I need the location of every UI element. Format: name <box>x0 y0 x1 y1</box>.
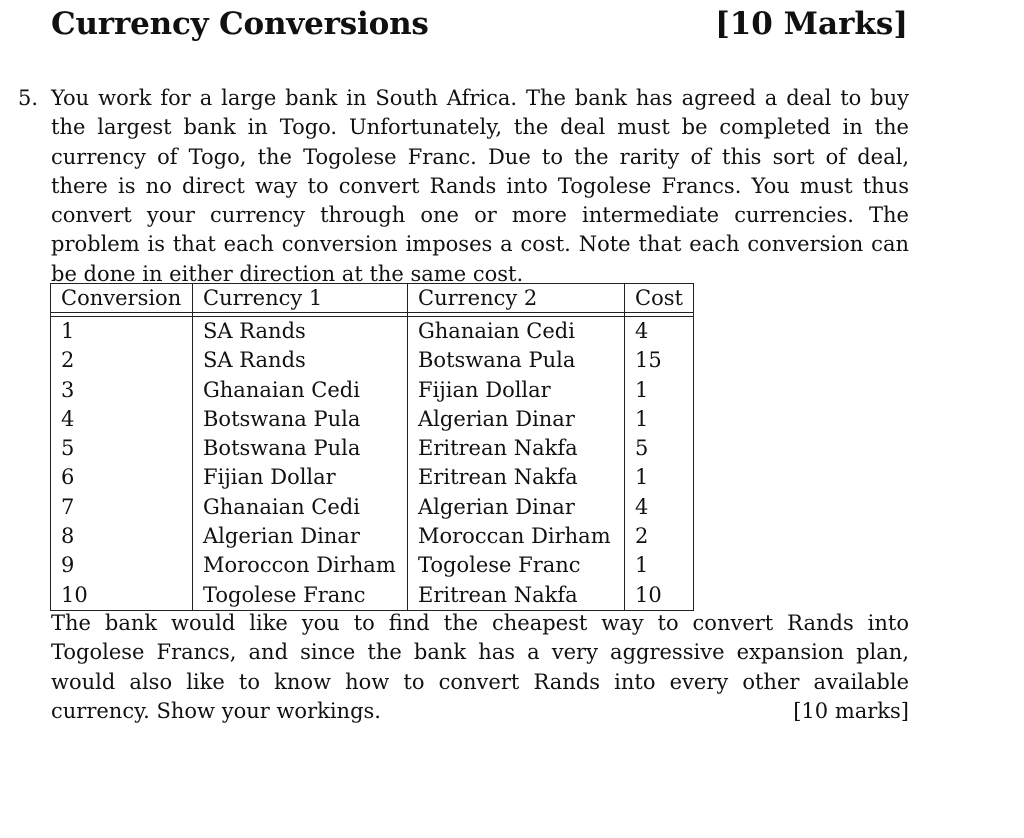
cost-cell: 10 <box>625 581 694 611</box>
cost-cell: 1 <box>625 405 694 434</box>
conversion-number-cell: 10 <box>51 581 193 611</box>
conversion-number-cell: 4 <box>51 405 193 434</box>
table-row <box>51 346 694 375</box>
conversion-number-cell: 5 <box>51 434 193 463</box>
currency-1-cell: Botswana Pula <box>193 434 408 463</box>
currency-2-cell: Togolese Franc <box>408 551 625 580</box>
table-row <box>51 434 694 463</box>
table-row <box>51 317 694 347</box>
conversion-number-cell: 9 <box>51 551 193 580</box>
section-marks: [10 Marks] <box>715 6 908 42</box>
conversion-table <box>50 283 694 611</box>
currency-1-cell: SA Rands <box>193 317 408 347</box>
table-row <box>51 581 694 611</box>
currency-2-cell: Algerian Dinar <box>408 493 625 522</box>
conversion-number-cell: 2 <box>51 346 193 375</box>
cost-cell: 5 <box>625 434 694 463</box>
table-row <box>51 522 694 551</box>
column-header-currency-1: Currency 1 <box>193 284 408 313</box>
cost-cell: 1 <box>625 463 694 492</box>
currency-2-cell: Eritrean Nakfa <box>408 434 625 463</box>
currency-1-cell: SA Rands <box>193 346 408 375</box>
question-intro: You work for a large bank in South Africa. The bank has agreed a deal to buy the largest bank in Togo. Unfortunately, the deal must be completed in the currency of Togo, the Togolese Franc. Due to the rarity of this sort of deal, there is no direct way to convert Rands into Togolese Francs. You must thus convert your currency through one or more intermediate currencies. The problem is that each conversion imposes a cost. Note that each conversion can be done in either direction at the same cost. <box>51 86 909 286</box>
column-header-cost: Cost <box>625 284 694 313</box>
cost-cell: 1 <box>625 551 694 580</box>
table-row <box>51 405 694 434</box>
table-header-row <box>51 284 694 313</box>
currency-1-cell: Ghanaian Cedi <box>193 493 408 522</box>
currency-1-cell: Ghanaian Cedi <box>193 376 408 405</box>
currency-1-cell: Togolese Franc <box>193 581 408 611</box>
column-header-currency-2: Currency 2 <box>408 284 625 313</box>
table-row <box>51 493 694 522</box>
question-outro <box>51 609 909 726</box>
table-row <box>51 463 694 492</box>
conversion-number-cell: 3 <box>51 376 193 405</box>
cost-cell: 2 <box>625 522 694 551</box>
conversion-number-cell: 1 <box>51 317 193 347</box>
conversion-number-cell: 7 <box>51 493 193 522</box>
column-header-conversion: Conversion <box>51 284 193 313</box>
cost-cell: 4 <box>625 493 694 522</box>
cost-cell: 1 <box>625 376 694 405</box>
question-outro-marks: [10 marks] <box>793 698 909 723</box>
section-title: Currency Conversions <box>51 6 429 42</box>
currency-1-cell: Moroccon Dirham <box>193 551 408 580</box>
conversion-number-cell: 8 <box>51 522 193 551</box>
currency-2-cell: Moroccan Dirham <box>408 522 625 551</box>
question-number: 5. <box>18 86 39 110</box>
currency-2-cell: Botswana Pula <box>408 346 625 375</box>
table-row <box>51 376 694 405</box>
currency-2-cell: Fijian Dollar <box>408 376 625 405</box>
table-row <box>51 551 694 580</box>
currency-2-cell: Eritrean Nakfa <box>408 581 625 611</box>
conversion-number-cell: 6 <box>51 463 193 492</box>
currency-1-cell: Fijian Dollar <box>193 463 408 492</box>
question-outro-text: The bank would like you to find the cheapest way to convert Rands into Togolese Francs, and since the bank has a very aggressive expansion plan, would also like to know how to convert Rands into every other available currency. Show your workings. <box>51 611 909 723</box>
cost-cell: 4 <box>625 317 694 347</box>
currency-2-cell: Algerian Dinar <box>408 405 625 434</box>
currency-1-cell: Algerian Dinar <box>193 522 408 551</box>
currency-2-cell: Ghanaian Cedi <box>408 317 625 347</box>
cost-cell: 15 <box>625 346 694 375</box>
currency-1-cell: Botswana Pula <box>193 405 408 434</box>
currency-2-cell: Eritrean Nakfa <box>408 463 625 492</box>
